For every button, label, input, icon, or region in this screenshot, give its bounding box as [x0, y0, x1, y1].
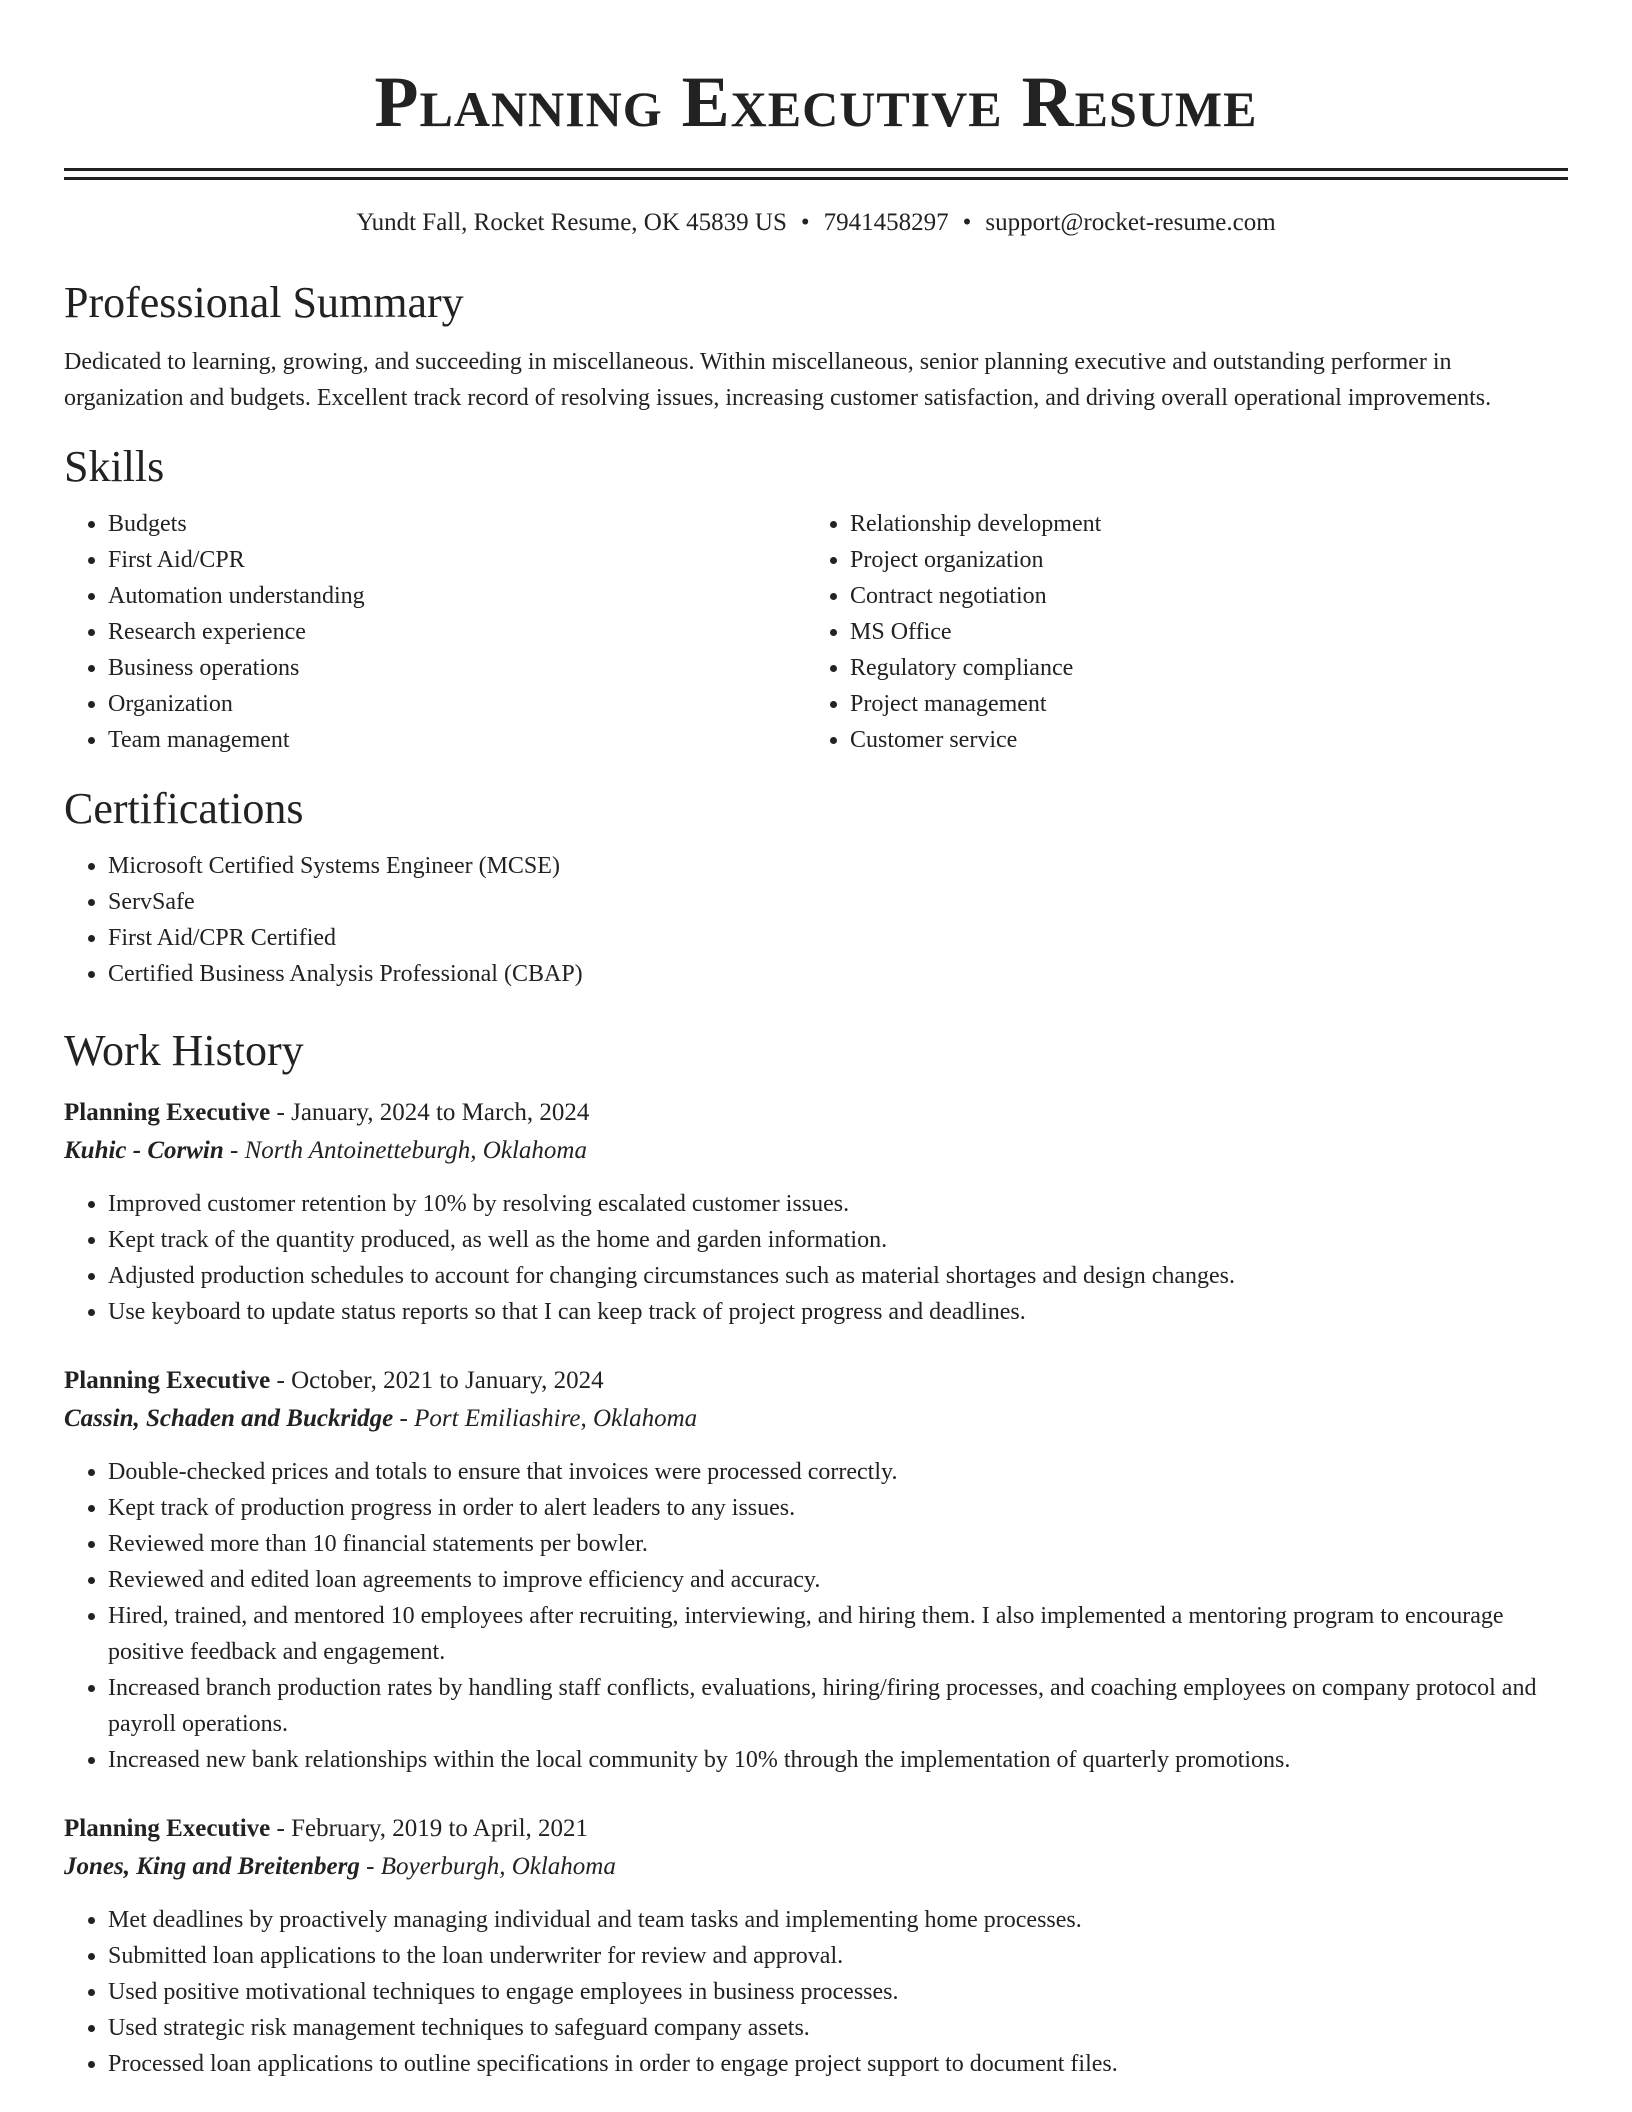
job-location: - North Antoinetteburgh, Oklahoma: [230, 1137, 587, 1164]
contact-phone: 7941458297: [823, 209, 949, 236]
job-bullet: • Adjusted production schedules to account for changing circumstances such as material shortages and design changes.: [108, 1258, 1568, 1294]
skill-item: • Business operations: [108, 650, 806, 686]
job-location: - Port Emiliashire, Oklahoma: [399, 1405, 698, 1432]
job-header: [64, 1362, 1568, 1400]
certification-item: • Certified Business Analysis Professional (CBAP): [108, 956, 1568, 992]
skill-item: • Project organization: [850, 542, 1548, 578]
certification-item: • ServSafe: [108, 884, 1568, 920]
skill-item: • Budgets: [108, 506, 806, 542]
work-history-heading: Work History: [64, 1026, 304, 1075]
skill-item: • Automation understanding: [108, 578, 806, 614]
skills-list-right: [806, 506, 1548, 758]
skill-item: • Research experience: [108, 614, 806, 650]
skills-columns: [64, 506, 1568, 758]
job-bullet: • Submitted loan applications to the loan underwriter for review and approval.: [108, 1938, 1568, 1974]
job-company-line: [64, 1132, 1568, 1170]
job-bullet: • Processed loan applications to outline specifications in order to engage project support to document files.: [108, 2046, 1568, 2082]
contact-line: [64, 206, 1568, 240]
job-bullets: [64, 1186, 1568, 1330]
job-entry: [64, 1362, 1568, 1778]
summary-text: Dedicated to learning, growing, and succeeding in miscellaneous. Within miscellaneous, senior planning executive and outstanding performer in organization and budgets. Excellent track record of resolving issues, increasing customer satisfaction, and driving overall operational improvements.: [64, 349, 1492, 411]
certification-item: • First Aid/CPR Certified: [108, 920, 1568, 956]
job-bullet: • Kept track of the quantity produced, as well as the home and garden information.: [108, 1222, 1568, 1258]
job-title: Planning Executive: [64, 1099, 271, 1126]
job-bullet: • Improved customer retention by 10% by resolving escalated customer issues.: [108, 1186, 1568, 1222]
job-bullet: • Use keyboard to update status reports so that I can keep track of project progress and deadlines.: [108, 1294, 1568, 1330]
job-header: [64, 1810, 1568, 1848]
job-bullet: • Increased branch production rates by handling staff conflicts, evaluations, hiring/firing processes, and coaching employees on company protocol and payroll operations.: [108, 1670, 1568, 1742]
job-bullet: • Reviewed and edited loan agreements to improve efficiency and accuracy.: [108, 1562, 1568, 1598]
job-dates: - October, 2021 to January, 2024: [276, 1367, 604, 1394]
certifications-list: [64, 848, 1568, 992]
skill-item: • Organization: [108, 686, 806, 722]
skills-list-left: [64, 506, 806, 758]
skills-heading: Skills: [64, 442, 165, 491]
skill-item: • First Aid/CPR: [108, 542, 806, 578]
certifications-heading: Certifications: [64, 784, 304, 833]
job-bullet: • Kept track of production progress in order to alert leaders to any issues.: [108, 1490, 1568, 1526]
job-bullet: • Hired, trained, and mentored 10 employees after recruiting, interviewing, and hiring them. I also implemented a mentoring program to encourage positive feedback and engagement.: [108, 1598, 1568, 1670]
job-company-line: [64, 1400, 1568, 1438]
job-bullet: • Used strategic risk management techniques to safeguard company assets.: [108, 2010, 1568, 2046]
job-entry: [64, 1810, 1568, 2082]
contact-email: support@rocket-resume.com: [985, 209, 1276, 236]
skill-item: • Contract negotiation: [850, 578, 1548, 614]
job-company: Jones, King and Breitenberg: [64, 1853, 360, 1880]
job-company-line: [64, 1848, 1568, 1886]
contact-address: Yundt Fall, Rocket Resume, OK 45839 US: [356, 209, 787, 236]
contact-separator: •: [800, 209, 810, 236]
certification-item: • Microsoft Certified Systems Engineer (MCSE): [108, 848, 1568, 884]
skill-item: • Customer service: [850, 722, 1548, 758]
job-title: Planning Executive: [64, 1815, 271, 1842]
job-entry: [64, 1094, 1568, 1330]
job-header: [64, 1094, 1568, 1132]
skill-item: • MS Office: [850, 614, 1548, 650]
skill-item: • Regulatory compliance: [850, 650, 1548, 686]
title-rule-top: [64, 168, 1568, 171]
contact-separator: •: [962, 209, 972, 236]
job-bullets: [64, 1902, 1568, 2082]
job-dates: - February, 2019 to April, 2021: [276, 1815, 589, 1842]
job-bullet: • Met deadlines by proactively managing individual and team tasks and implementing home processes.: [108, 1902, 1568, 1938]
skill-item: • Project management: [850, 686, 1548, 722]
skill-item: • Team management: [108, 722, 806, 758]
job-bullet: • Reviewed more than 10 financial statements per bowler.: [108, 1526, 1568, 1562]
skill-item: • Relationship development: [850, 506, 1548, 542]
job-title: Planning Executive: [64, 1367, 271, 1394]
job-dates: - January, 2024 to March, 2024: [276, 1099, 590, 1126]
job-bullets: [64, 1454, 1568, 1778]
summary-heading: Professional Summary: [64, 278, 464, 327]
job-bullet: • Double-checked prices and totals to ensure that invoices were processed correctly.: [108, 1454, 1568, 1490]
title-rule-bottom: [64, 177, 1568, 180]
job-location: - Boyerburgh, Oklahoma: [366, 1853, 616, 1880]
job-company: Kuhic - Corwin: [64, 1137, 224, 1164]
job-bullet: • Increased new bank relationships within the local community by 10% through the implementation of quarterly promotions.: [108, 1742, 1568, 1778]
resume-title: Planning Executive Resume: [374, 62, 1258, 142]
job-company: Cassin, Schaden and Buckridge: [64, 1405, 394, 1432]
job-bullet: • Used positive motivational techniques to engage employees in business processes.: [108, 1974, 1568, 2010]
